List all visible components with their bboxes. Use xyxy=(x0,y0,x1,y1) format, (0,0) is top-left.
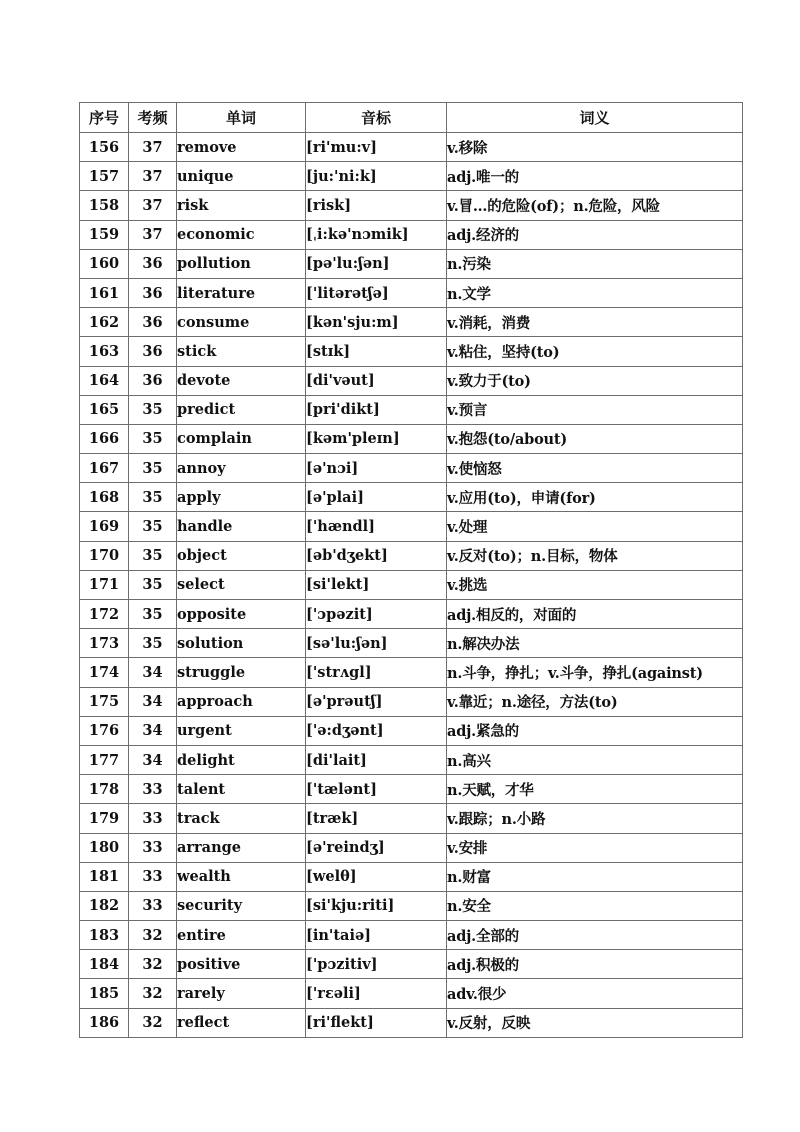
cell-meaning: v.使恼怒 xyxy=(447,454,743,483)
header-frequency: 考频 xyxy=(129,103,177,133)
cell-frequency: 35 xyxy=(129,395,177,424)
cell-number: 182 xyxy=(80,891,129,920)
cell-frequency: 32 xyxy=(129,979,177,1008)
cell-frequency: 35 xyxy=(129,512,177,541)
cell-meaning: v.安排 xyxy=(447,833,743,862)
cell-frequency: 37 xyxy=(129,220,177,249)
cell-number: 174 xyxy=(80,658,129,687)
cell-word: stick xyxy=(177,337,306,366)
cell-number: 169 xyxy=(80,512,129,541)
table-row xyxy=(80,950,743,979)
table-row xyxy=(80,337,743,366)
cell-frequency: 36 xyxy=(129,278,177,307)
cell-word: predict xyxy=(177,395,306,424)
cell-frequency: 37 xyxy=(129,162,177,191)
table-row xyxy=(80,512,743,541)
cell-frequency: 32 xyxy=(129,921,177,950)
cell-meaning: adj.全部的 xyxy=(447,921,743,950)
cell-frequency: 34 xyxy=(129,716,177,745)
cell-word: security xyxy=(177,891,306,920)
cell-word: rarely xyxy=(177,979,306,1008)
cell-meaning: v.应用(to)，申请(for) xyxy=(447,483,743,512)
table-row xyxy=(80,862,743,891)
cell-phonetic: [ri'flekt] xyxy=(306,1008,447,1037)
cell-number: 160 xyxy=(80,249,129,278)
cell-word: reflect xyxy=(177,1008,306,1037)
table-row xyxy=(80,921,743,950)
cell-phonetic: [ə'prəutʃ] xyxy=(306,687,447,716)
cell-word: positive xyxy=(177,950,306,979)
cell-word: struggle xyxy=(177,658,306,687)
table-row xyxy=(80,570,743,599)
cell-number: 186 xyxy=(80,1008,129,1037)
header-phonetic: 音标 xyxy=(306,103,447,133)
cell-number: 168 xyxy=(80,483,129,512)
cell-phonetic: ['ɔpəzit] xyxy=(306,600,447,629)
table-row xyxy=(80,979,743,1008)
cell-word: object xyxy=(177,541,306,570)
cell-number: 176 xyxy=(80,716,129,745)
cell-phonetic: ['ə:dʒənt] xyxy=(306,716,447,745)
cell-word: apply xyxy=(177,483,306,512)
cell-number: 161 xyxy=(80,278,129,307)
cell-phonetic: [træk] xyxy=(306,804,447,833)
header-number: 序号 xyxy=(80,103,129,133)
cell-phonetic: [si'lekt] xyxy=(306,570,447,599)
cell-phonetic: [si'kju:riti] xyxy=(306,891,447,920)
cell-number: 159 xyxy=(80,220,129,249)
table-row xyxy=(80,220,743,249)
cell-word: annoy xyxy=(177,454,306,483)
cell-number: 173 xyxy=(80,629,129,658)
cell-meaning: n.文学 xyxy=(447,278,743,307)
cell-frequency: 36 xyxy=(129,366,177,395)
cell-meaning: adj.紧急的 xyxy=(447,716,743,745)
cell-phonetic: [ə'nɔi] xyxy=(306,454,447,483)
cell-number: 172 xyxy=(80,600,129,629)
cell-number: 156 xyxy=(80,133,129,162)
cell-meaning: adj.相反的，对面的 xyxy=(447,600,743,629)
cell-meaning: v.粘住，坚持(to) xyxy=(447,337,743,366)
table-row xyxy=(80,658,743,687)
cell-phonetic: [welθ] xyxy=(306,862,447,891)
table-row xyxy=(80,629,743,658)
cell-frequency: 35 xyxy=(129,541,177,570)
cell-word: handle xyxy=(177,512,306,541)
cell-meaning: v.消耗，消费 xyxy=(447,308,743,337)
cell-word: unique xyxy=(177,162,306,191)
cell-word: select xyxy=(177,570,306,599)
table-row xyxy=(80,833,743,862)
cell-number: 166 xyxy=(80,424,129,453)
table-row xyxy=(80,600,743,629)
cell-word: delight xyxy=(177,745,306,774)
cell-phonetic: [ə'plai] xyxy=(306,483,447,512)
cell-meaning: adv.很少 xyxy=(447,979,743,1008)
cell-phonetic: ['strʌgl] xyxy=(306,658,447,687)
cell-word: risk xyxy=(177,191,306,220)
cell-word: entire xyxy=(177,921,306,950)
cell-phonetic: [ˌi:kə'nɔmik] xyxy=(306,220,447,249)
cell-phonetic: [in'taiə] xyxy=(306,921,447,950)
cell-frequency: 35 xyxy=(129,629,177,658)
cell-number: 158 xyxy=(80,191,129,220)
cell-meaning: v.冒…的危险(of)；n.危险，风险 xyxy=(447,191,743,220)
cell-number: 163 xyxy=(80,337,129,366)
cell-number: 162 xyxy=(80,308,129,337)
cell-number: 179 xyxy=(80,804,129,833)
cell-frequency: 33 xyxy=(129,833,177,862)
cell-meaning: n.斗争，挣扎；v.斗争，挣扎(against) xyxy=(447,658,743,687)
cell-meaning: v.致力于(to) xyxy=(447,366,743,395)
table-row xyxy=(80,483,743,512)
cell-meaning: v.挑选 xyxy=(447,570,743,599)
cell-phonetic: [ri'mu:v] xyxy=(306,133,447,162)
cell-frequency: 35 xyxy=(129,570,177,599)
cell-word: economic xyxy=(177,220,306,249)
cell-phonetic: [pri'dikt] xyxy=(306,395,447,424)
cell-frequency: 35 xyxy=(129,424,177,453)
cell-word: talent xyxy=(177,775,306,804)
cell-number: 181 xyxy=(80,862,129,891)
cell-meaning: n.财富 xyxy=(447,862,743,891)
cell-number: 185 xyxy=(80,979,129,1008)
cell-meaning: n.天赋，才华 xyxy=(447,775,743,804)
cell-phonetic: [kən'sju:m] xyxy=(306,308,447,337)
table-row xyxy=(80,249,743,278)
cell-frequency: 34 xyxy=(129,687,177,716)
cell-word: consume xyxy=(177,308,306,337)
cell-number: 171 xyxy=(80,570,129,599)
cell-number: 180 xyxy=(80,833,129,862)
cell-word: remove xyxy=(177,133,306,162)
table-row xyxy=(80,1008,743,1037)
cell-frequency: 33 xyxy=(129,891,177,920)
cell-word: wealth xyxy=(177,862,306,891)
table-row xyxy=(80,278,743,307)
cell-number: 177 xyxy=(80,745,129,774)
cell-meaning: adj.积极的 xyxy=(447,950,743,979)
cell-meaning: v.靠近；n.途径，方法(to) xyxy=(447,687,743,716)
cell-frequency: 36 xyxy=(129,249,177,278)
cell-frequency: 33 xyxy=(129,804,177,833)
table-row xyxy=(80,541,743,570)
table-row xyxy=(80,775,743,804)
cell-word: track xyxy=(177,804,306,833)
cell-number: 175 xyxy=(80,687,129,716)
cell-word: devote xyxy=(177,366,306,395)
header-meaning: 词义 xyxy=(447,103,743,133)
cell-phonetic: [pə'lu:ʃən] xyxy=(306,249,447,278)
cell-frequency: 34 xyxy=(129,658,177,687)
table-row xyxy=(80,133,743,162)
table-row xyxy=(80,395,743,424)
cell-word: literature xyxy=(177,278,306,307)
cell-frequency: 35 xyxy=(129,600,177,629)
cell-word: urgent xyxy=(177,716,306,745)
cell-frequency: 37 xyxy=(129,191,177,220)
cell-meaning: n.安全 xyxy=(447,891,743,920)
cell-phonetic: ['rɛəli] xyxy=(306,979,447,1008)
cell-phonetic: [sə'lu:ʃən] xyxy=(306,629,447,658)
cell-meaning: v.跟踪；n.小路 xyxy=(447,804,743,833)
cell-number: 157 xyxy=(80,162,129,191)
cell-meaning: n.解决办法 xyxy=(447,629,743,658)
table-row xyxy=(80,308,743,337)
table-header-row xyxy=(80,103,743,133)
cell-word: solution xyxy=(177,629,306,658)
table-row xyxy=(80,191,743,220)
cell-number: 178 xyxy=(80,775,129,804)
table-row xyxy=(80,162,743,191)
cell-number: 184 xyxy=(80,950,129,979)
cell-phonetic: [ju:'ni:k] xyxy=(306,162,447,191)
cell-frequency: 37 xyxy=(129,133,177,162)
table-row xyxy=(80,745,743,774)
cell-phonetic: [di'vəut] xyxy=(306,366,447,395)
cell-frequency: 32 xyxy=(129,950,177,979)
table-row xyxy=(80,454,743,483)
cell-frequency: 33 xyxy=(129,862,177,891)
cell-number: 167 xyxy=(80,454,129,483)
cell-word: pollution xyxy=(177,249,306,278)
cell-meaning: v.预言 xyxy=(447,395,743,424)
table-row xyxy=(80,804,743,833)
cell-meaning: v.抱怨(to/about) xyxy=(447,424,743,453)
cell-frequency: 35 xyxy=(129,454,177,483)
cell-word: opposite xyxy=(177,600,306,629)
cell-word: arrange xyxy=(177,833,306,862)
cell-phonetic: ['pɔzitiv] xyxy=(306,950,447,979)
cell-frequency: 36 xyxy=(129,308,177,337)
cell-number: 170 xyxy=(80,541,129,570)
cell-meaning: v.移除 xyxy=(447,133,743,162)
cell-phonetic: [əb'dʒekt] xyxy=(306,541,447,570)
table-body xyxy=(80,133,743,1038)
vocabulary-table xyxy=(79,102,743,1038)
cell-phonetic: ['tælənt] xyxy=(306,775,447,804)
header-word: 单词 xyxy=(177,103,306,133)
cell-number: 164 xyxy=(80,366,129,395)
cell-phonetic: [risk] xyxy=(306,191,447,220)
cell-phonetic: ['hændl] xyxy=(306,512,447,541)
cell-meaning: v.反射，反映 xyxy=(447,1008,743,1037)
table-row xyxy=(80,366,743,395)
cell-frequency: 32 xyxy=(129,1008,177,1037)
cell-meaning: n.污染 xyxy=(447,249,743,278)
cell-meaning: v.处理 xyxy=(447,512,743,541)
cell-frequency: 35 xyxy=(129,483,177,512)
cell-phonetic: [ə'reindʒ] xyxy=(306,833,447,862)
cell-frequency: 34 xyxy=(129,745,177,774)
table-row xyxy=(80,891,743,920)
cell-number: 183 xyxy=(80,921,129,950)
cell-phonetic: [di'lait] xyxy=(306,745,447,774)
cell-meaning: n.高兴 xyxy=(447,745,743,774)
cell-meaning: v.反对(to)；n.目标，物体 xyxy=(447,541,743,570)
table-row xyxy=(80,716,743,745)
cell-phonetic: ['litərətʃə] xyxy=(306,278,447,307)
cell-phonetic: [stɪk] xyxy=(306,337,447,366)
cell-meaning: adj.唯一的 xyxy=(447,162,743,191)
cell-word: complain xyxy=(177,424,306,453)
table-row xyxy=(80,687,743,716)
table-row xyxy=(80,424,743,453)
cell-meaning: adj.经济的 xyxy=(447,220,743,249)
cell-number: 165 xyxy=(80,395,129,424)
cell-frequency: 36 xyxy=(129,337,177,366)
cell-phonetic: [kəm'pleɪn] xyxy=(306,424,447,453)
cell-frequency: 33 xyxy=(129,775,177,804)
cell-word: approach xyxy=(177,687,306,716)
